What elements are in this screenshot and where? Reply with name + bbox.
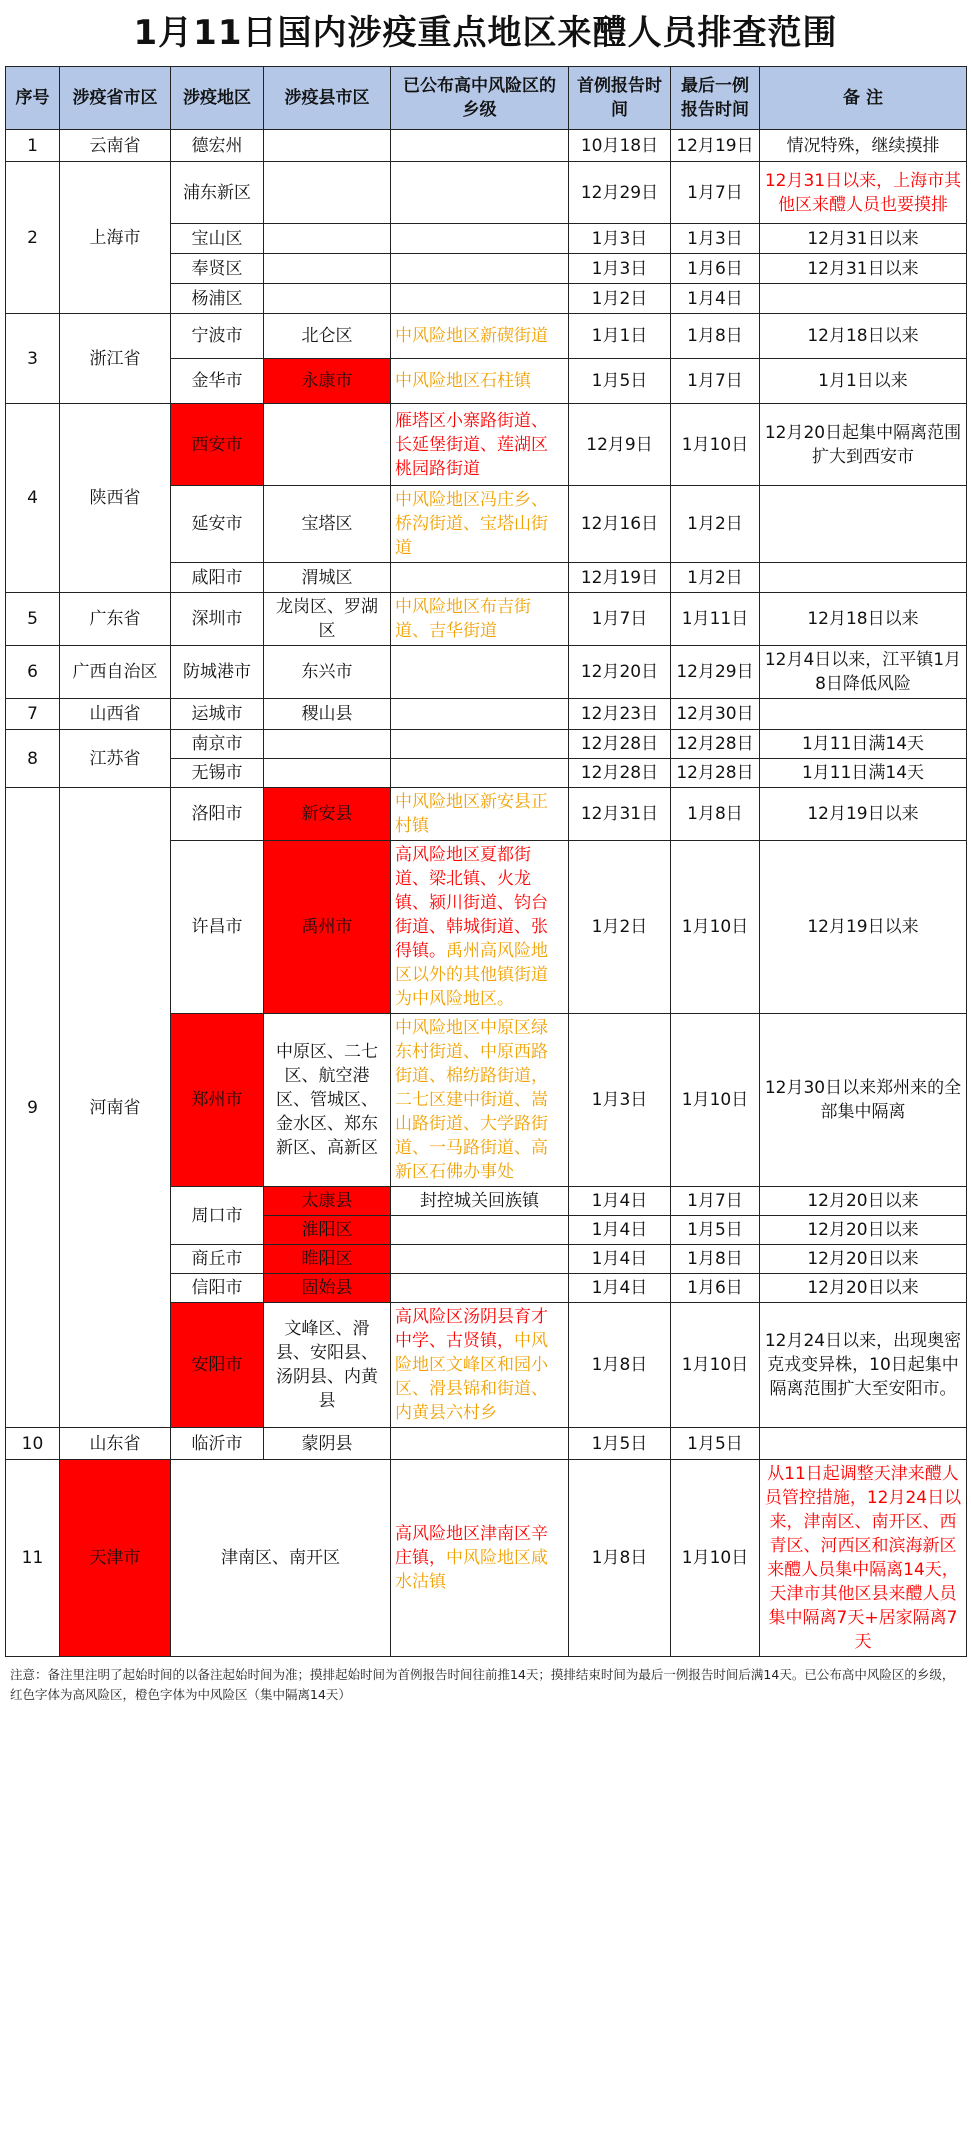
area-cell: 浦东新区 — [171, 162, 264, 224]
county-cell — [264, 284, 391, 314]
seq-cell: 9 — [6, 788, 60, 1428]
county-cell: 太康县 — [264, 1187, 391, 1216]
area-cell: 防城港市 — [171, 646, 264, 699]
last-report-cell: 1月8日 — [671, 788, 760, 841]
remark-cell — [760, 699, 967, 730]
county-cell: 固始县 — [264, 1274, 391, 1303]
header-risk: 已公布高中风险区的乡级 — [391, 67, 569, 130]
first-report-cell: 1月3日 — [569, 224, 671, 254]
first-report-cell: 1月3日 — [569, 254, 671, 284]
seq-cell: 4 — [6, 404, 60, 593]
province-cell: 天津市 — [60, 1460, 171, 1657]
risk-text: 中风险地区冯庄乡、桥沟街道、宝塔山街道 — [395, 490, 548, 558]
remark-cell: 12月18日以来 — [760, 314, 967, 359]
risk-cell — [391, 404, 569, 486]
last-report-cell: 1月2日 — [671, 563, 760, 593]
area-cell: 金华市 — [171, 359, 264, 404]
risk-cell — [391, 486, 569, 563]
risk-cell — [391, 284, 569, 314]
province-cell: 陕西省 — [60, 404, 171, 593]
area-cell: 信阳市 — [171, 1274, 264, 1303]
last-report-cell: 12月30日 — [671, 699, 760, 730]
remark-cell — [760, 1428, 967, 1460]
county-cell: 永康市 — [264, 359, 391, 404]
last-report-cell: 1月10日 — [671, 841, 760, 1014]
remark-cell: 12月20日以来 — [760, 1274, 967, 1303]
county-cell — [264, 404, 391, 486]
risk-text: 中风险地区新安县正村镇 — [395, 792, 548, 836]
seq-cell: 5 — [6, 593, 60, 646]
area-cell: 宁波市 — [171, 314, 264, 359]
area-cell: 宝山区 — [171, 224, 264, 254]
last-report-cell: 1月4日 — [671, 284, 760, 314]
province-cell: 浙江省 — [60, 314, 171, 404]
header-area: 涉疫地区 — [171, 67, 264, 130]
remark-cell: 12月31日以来 — [760, 224, 967, 254]
area-cell: 南京市 — [171, 730, 264, 759]
county-cell: 稷山县 — [264, 699, 391, 730]
risk-text: 中风险地区新碶街道 — [395, 326, 548, 346]
last-report-cell: 1月6日 — [671, 1274, 760, 1303]
risk-area-table — [5, 66, 967, 1657]
last-report-cell: 12月28日 — [671, 730, 760, 759]
risk-cell — [391, 1460, 569, 1657]
table-row — [6, 730, 967, 759]
last-report-cell: 1月7日 — [671, 359, 760, 404]
first-report-cell: 1月5日 — [569, 359, 671, 404]
county-cell: 东兴市 — [264, 646, 391, 699]
risk-text: 中风险地区咸水沽镇 — [395, 1548, 548, 1592]
remark-cell: 1月11日满14天 — [760, 759, 967, 788]
risk-cell — [391, 563, 569, 593]
county-cell: 渭城区 — [264, 563, 391, 593]
footnote: 注意：备注里注明了起始时间的以备注起始时间为准；摸排起始时间为首例报告时间往前推14天；摸排结束时间为最后一例报告时间后满14天。已公布高中风险区的乡级，红色字体为高风险区，橙色字体为中风险区（集中隔离14天） — [10, 1667, 955, 1702]
table-row — [6, 162, 967, 224]
remark-cell: 12月18日以来 — [760, 593, 967, 646]
last-report-cell: 12月29日 — [671, 646, 760, 699]
remark-cell — [760, 284, 967, 314]
first-report-cell: 1月3日 — [569, 1014, 671, 1187]
county-cell — [264, 759, 391, 788]
remark-cell — [760, 563, 967, 593]
seq-cell: 6 — [6, 646, 60, 699]
remark-cell: 12月20日以来 — [760, 1187, 967, 1216]
risk-text: 中风险地区中原区绿东村街道、中原西路街道、棉纺路街道，二七区建中街道、嵩山路街道、大学路街道、一马路街道、高新区石佛办事处 — [395, 1018, 548, 1182]
risk-text: 中风险地区石柱镇 — [395, 371, 531, 391]
table-row — [6, 314, 967, 359]
province-cell: 河南省 — [60, 788, 171, 1428]
header-county: 涉疫县市区 — [264, 67, 391, 130]
remark-cell: 从11日起调整天津来醴人员管控措施，12月24日以来，津南区、南开区、西青区、河西区和滨海新区来醴人员集中隔离14天，天津市其他区县来醴人员集中隔离7天+居家隔离7天 — [760, 1460, 967, 1657]
county-cell: 中原区、二七区、航空港区、管城区、金水区、郑东新区、高新区 — [264, 1014, 391, 1187]
first-report-cell: 1月8日 — [569, 1460, 671, 1657]
last-report-cell: 1月8日 — [671, 1245, 760, 1274]
area-cell: 杨浦区 — [171, 284, 264, 314]
first-report-cell: 1月4日 — [569, 1274, 671, 1303]
county-cell: 睢阳区 — [264, 1245, 391, 1274]
remark-cell: 1月1日以来 — [760, 359, 967, 404]
area-cell: 运城市 — [171, 699, 264, 730]
header-seq: 序号 — [6, 67, 60, 130]
remark-cell: 12月20日以来 — [760, 1245, 967, 1274]
risk-text: 封控城关回族镇 — [420, 1191, 539, 1211]
table-row — [6, 1460, 967, 1657]
risk-cell — [391, 759, 569, 788]
risk-cell — [391, 254, 569, 284]
remark-cell: 12月31日以来，上海市其他区来醴人员也要摸排 — [760, 162, 967, 224]
header-province: 涉疫省市区 — [60, 67, 171, 130]
table-row — [6, 646, 967, 699]
remark-cell: 12月19日以来 — [760, 788, 967, 841]
remark-cell: 12月30日以来郑州来的全部集中隔离 — [760, 1014, 967, 1187]
first-report-cell: 12月28日 — [569, 759, 671, 788]
header-first-report: 首例报告时间 — [569, 67, 671, 130]
county-cell: 禹州市 — [264, 841, 391, 1014]
header-row — [6, 67, 967, 130]
seq-cell: 7 — [6, 699, 60, 730]
province-cell: 广西自治区 — [60, 646, 171, 699]
risk-cell — [391, 593, 569, 646]
seq-cell: 1 — [6, 130, 60, 162]
first-report-cell: 1月4日 — [569, 1187, 671, 1216]
area-cell: 德宏州 — [171, 130, 264, 162]
first-report-cell: 12月31日 — [569, 788, 671, 841]
risk-cell — [391, 646, 569, 699]
county-cell: 北仑区 — [264, 314, 391, 359]
seq-cell: 3 — [6, 314, 60, 404]
remark-cell: 12月20日以来 — [760, 1216, 967, 1245]
risk-text: 高风险地区夏都街道、梁北镇、火龙镇、颍川街道、钧台街道、韩城街道、张得镇。 — [395, 845, 548, 961]
remark-cell: 12月4日以来，江平镇1月8日降低风险 — [760, 646, 967, 699]
area-cell: 郑州市 — [171, 1014, 264, 1187]
first-report-cell: 12月23日 — [569, 699, 671, 730]
first-report-cell: 1月4日 — [569, 1216, 671, 1245]
first-report-cell: 10月18日 — [569, 130, 671, 162]
remark-cell: 12月19日以来 — [760, 841, 967, 1014]
header-remark: 备 注 — [760, 67, 967, 130]
risk-cell — [391, 314, 569, 359]
last-report-cell: 1月10日 — [671, 1014, 760, 1187]
risk-cell — [391, 1245, 569, 1274]
first-report-cell: 1月4日 — [569, 1245, 671, 1274]
risk-cell — [391, 841, 569, 1014]
seq-cell: 11 — [6, 1460, 60, 1657]
seq-cell: 2 — [6, 162, 60, 314]
area-cell: 安阳市 — [171, 1303, 264, 1428]
province-cell: 上海市 — [60, 162, 171, 314]
area-cell: 周口市 — [171, 1187, 264, 1245]
risk-cell — [391, 1187, 569, 1216]
area-cell: 津南区、南开区 — [171, 1460, 391, 1657]
remark-cell — [760, 486, 967, 563]
last-report-cell: 12月19日 — [671, 130, 760, 162]
risk-text: 中风险地区文峰区和园小区、滑县锦和街道、内黄县六村乡 — [395, 1331, 548, 1423]
county-cell: 龙岗区、罗湖区 — [264, 593, 391, 646]
last-report-cell: 1月7日 — [671, 162, 760, 224]
area-cell: 奉贤区 — [171, 254, 264, 284]
first-report-cell: 1月2日 — [569, 841, 671, 1014]
last-report-cell: 1月10日 — [671, 1303, 760, 1428]
table-row — [6, 130, 967, 162]
remark-cell: 12月20日起集中隔离范围扩大到西安市 — [760, 404, 967, 486]
risk-cell — [391, 359, 569, 404]
last-report-cell: 1月11日 — [671, 593, 760, 646]
last-report-cell: 1月10日 — [671, 404, 760, 486]
risk-cell — [391, 224, 569, 254]
risk-cell — [391, 1428, 569, 1460]
first-report-cell: 12月28日 — [569, 730, 671, 759]
province-cell: 云南省 — [60, 130, 171, 162]
county-cell — [264, 254, 391, 284]
county-cell: 新安县 — [264, 788, 391, 841]
last-report-cell: 1月2日 — [671, 486, 760, 563]
remark-cell: 12月24日以来，出现奥密克戎变异株，10日起集中隔离范围扩大至安阳市。 — [760, 1303, 967, 1428]
table-row — [6, 788, 967, 841]
area-cell: 洛阳市 — [171, 788, 264, 841]
seq-cell: 10 — [6, 1428, 60, 1460]
risk-cell — [391, 1216, 569, 1245]
seq-cell: 8 — [6, 730, 60, 788]
risk-text: 雁塔区小寨路街道、长延堡街道、莲湖区桃园路街道 — [395, 410, 548, 479]
table-row — [6, 1428, 967, 1460]
area-cell: 商丘市 — [171, 1245, 264, 1274]
province-cell: 山东省 — [60, 1428, 171, 1460]
last-report-cell: 1月6日 — [671, 254, 760, 284]
area-cell: 许昌市 — [171, 841, 264, 1014]
table-row — [6, 404, 967, 486]
area-cell: 西安市 — [171, 404, 264, 486]
remark-cell: 12月31日以来 — [760, 254, 967, 284]
last-report-cell: 1月8日 — [671, 314, 760, 359]
risk-cell — [391, 162, 569, 224]
first-report-cell: 12月9日 — [569, 404, 671, 486]
last-report-cell: 1月5日 — [671, 1216, 760, 1245]
risk-cell — [391, 1303, 569, 1428]
last-report-cell: 1月7日 — [671, 1187, 760, 1216]
header-last-report: 最后一例报告时间 — [671, 67, 760, 130]
first-report-cell: 1月5日 — [569, 1428, 671, 1460]
remark-cell: 1月11日满14天 — [760, 730, 967, 759]
risk-text: 中风险地区布吉街道、吉华街道 — [395, 597, 531, 641]
last-report-cell: 1月3日 — [671, 224, 760, 254]
risk-cell — [391, 1274, 569, 1303]
county-cell — [264, 730, 391, 759]
province-cell: 山西省 — [60, 699, 171, 730]
table-body — [6, 130, 967, 1657]
area-cell: 临沂市 — [171, 1428, 264, 1460]
province-cell: 江苏省 — [60, 730, 171, 788]
first-report-cell: 12月16日 — [569, 486, 671, 563]
table-row — [6, 593, 967, 646]
area-cell: 延安市 — [171, 486, 264, 563]
last-report-cell: 1月10日 — [671, 1460, 760, 1657]
first-report-cell: 12月29日 — [569, 162, 671, 224]
last-report-cell: 1月5日 — [671, 1428, 760, 1460]
county-cell: 淮阳区 — [264, 1216, 391, 1245]
risk-cell — [391, 699, 569, 730]
remark-cell: 情况特殊，继续摸排 — [760, 130, 967, 162]
page-title: 1月11日国内涉疫重点地区来醴人员排查范围 — [133, 13, 838, 53]
county-cell: 文峰区、滑县、安阳县、汤阴县、内黄县 — [264, 1303, 391, 1428]
first-report-cell: 1月8日 — [569, 1303, 671, 1428]
risk-cell — [391, 1014, 569, 1187]
county-cell — [264, 130, 391, 162]
first-report-cell: 12月19日 — [569, 563, 671, 593]
risk-cell — [391, 130, 569, 162]
area-cell: 咸阳市 — [171, 563, 264, 593]
table-row — [6, 699, 967, 730]
area-cell: 无锡市 — [171, 759, 264, 788]
first-report-cell: 1月1日 — [569, 314, 671, 359]
county-cell — [264, 162, 391, 224]
area-cell: 深圳市 — [171, 593, 264, 646]
risk-text: 禹州高风险地区以外的其他镇街道为中风险地区。 — [395, 941, 548, 1009]
risk-cell — [391, 730, 569, 759]
first-report-cell: 1月7日 — [569, 593, 671, 646]
first-report-cell: 12月20日 — [569, 646, 671, 699]
risk-text: 高风险区汤阴县育才中学、古贤镇， — [395, 1307, 548, 1351]
county-cell — [264, 224, 391, 254]
risk-cell — [391, 788, 569, 841]
county-cell: 蒙阴县 — [264, 1428, 391, 1460]
county-cell: 宝塔区 — [264, 486, 391, 563]
province-cell: 广东省 — [60, 593, 171, 646]
risk-text: 高风险地区津南区辛庄镇， — [395, 1524, 548, 1568]
first-report-cell: 1月2日 — [569, 284, 671, 314]
last-report-cell: 12月28日 — [671, 759, 760, 788]
